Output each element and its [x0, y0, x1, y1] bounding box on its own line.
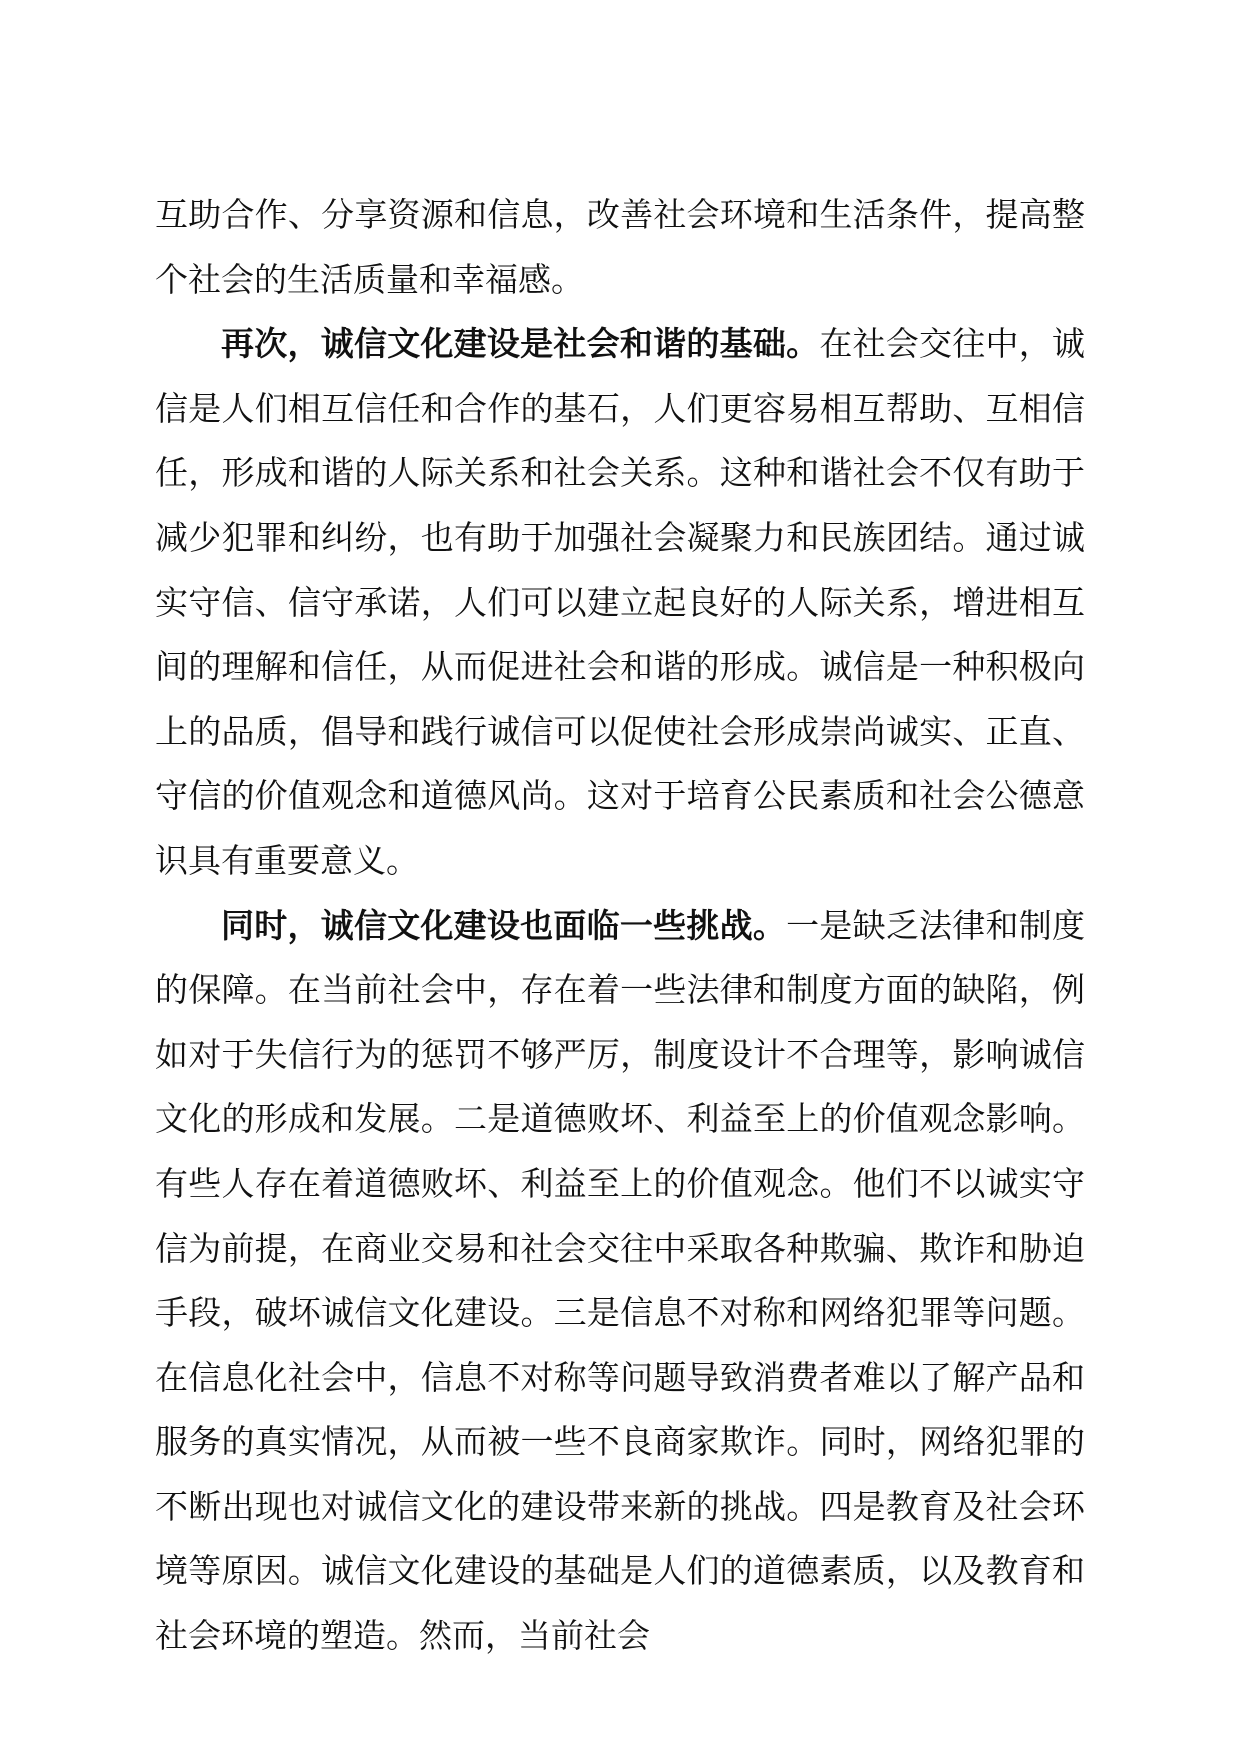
paragraph-continuation — [155, 183, 1085, 312]
paragraph-text: 在社会交往中，诚信是人们相互信任和合作的基石，人们更容易相互帮助、互相信任，形成和谐的人际关系和社会关系。这种和谐社会不仅有助于减少犯罪和纠纷，也有助于加强社会凝聚力和民族团结。通过诚实守信、信守承诺，人们可以建立起良好的人际关系，增进相互间的理解和信任，从而促进社会和谐的形成。诚信是一种积极向上的品质，倡导和践行诚信可以促使社会形成崇尚诚实、正直、守信的价值观念和道德风尚。这对于培育公民素质和社会公德意识具有重要意义。 — [155, 324, 1086, 880]
paragraph-text: 一是缺乏法律和制度的保障。在当前社会中，存在着一些法律和制度方面的缺陷，例如对于失信行为的惩罚不够严厉，制度设计不合理等，影响诚信文化的形成和发展。二是道德败坏、利益至上的价值观念影响。有些人存在着道德败坏、利益至上的价值观念。他们不以诚实守信为前提，在商业交易和社会交往中采取各种欺骗、欺诈和胁迫手段，破坏诚信文化建设。三是信息不对称和网络犯罪等问题。在信息化社会中，信息不对称等问题导致消费者难以了解产品和服务的真实情况，从而被一些不良商家欺诈。同时，网络犯罪的不断出现也对诚信文化的建设带来新的挑战。四是教育及社会环境等原因。诚信文化建设的基础是人们的道德素质，以及教育和社会环境的塑造。然而，当前社会 — [155, 905, 1086, 1656]
document-body — [155, 183, 1085, 1669]
paragraph-challenges — [155, 894, 1085, 1669]
paragraph-social-harmony — [155, 312, 1085, 893]
paragraph-lead-heading: 同时，诚信文化建设也面临一些挑战。 — [221, 905, 787, 945]
paragraph-text: 互助合作、分享资源和信息，改善社会环境和生活条件，提高整个社会的生活质量和幸福感。 — [155, 195, 1085, 299]
paragraph-lead-heading: 再次，诚信文化建设是社会和谐的基础。 — [221, 324, 820, 364]
